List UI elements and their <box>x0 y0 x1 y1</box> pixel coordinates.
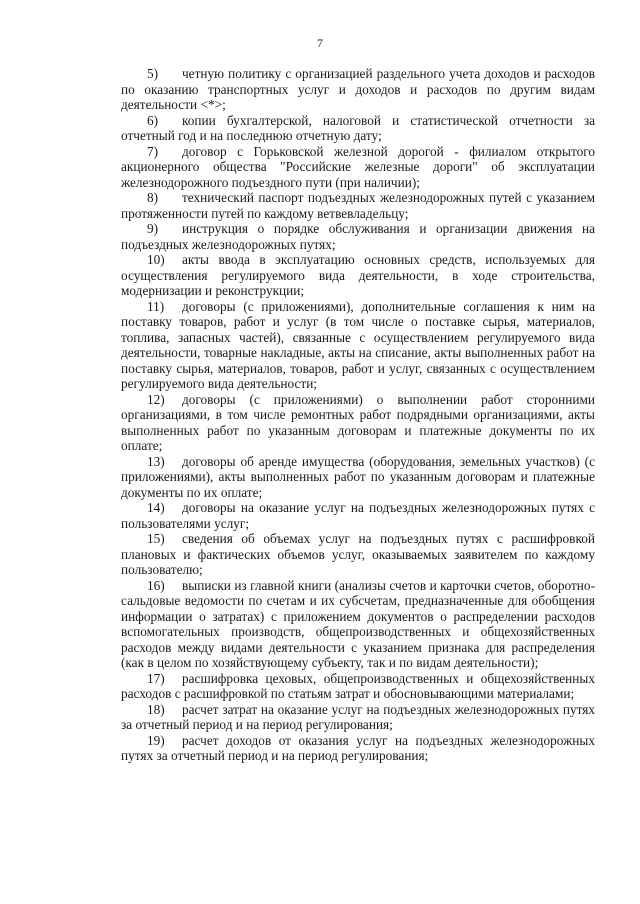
item-number: 12) <box>147 391 165 407</box>
item-number: 10) <box>147 252 165 267</box>
list-item <box>121 578 595 671</box>
item-text: расчет затрат на оказание услуг на подъездных железнодорожных путях за отчетный период и на период регулирования; <box>121 701 595 732</box>
item-number: 11) <box>147 298 165 314</box>
item-number: 16) <box>147 577 165 593</box>
item-number: 5) <box>147 66 159 81</box>
item-number: 8) <box>147 190 159 205</box>
item-text: копии бухгалтерской, налоговой и статистической отчетности за отчетный год и на последнюю отчетную дату; <box>121 112 595 143</box>
item-text: акты ввода в эксплуатацию основных средств, используемых для осуществления регулируемого вида деятельности, в ходе строительства, модернизации и реконструкции; <box>121 252 595 298</box>
item-text: инструкция о порядке обслуживания и организации движения на подъездных железнодорожных путях; <box>121 221 595 252</box>
list-item <box>121 500 595 531</box>
list-item <box>121 531 595 578</box>
list-item <box>121 113 595 144</box>
list-item <box>121 252 595 299</box>
list-item <box>121 299 595 392</box>
item-number: 13) <box>147 453 165 469</box>
list-item <box>121 733 595 764</box>
item-number: 18) <box>147 701 165 717</box>
item-text: договоры (с приложениями) о выполнении работ сторонними организациями, в том числе ремонтных работ подрядными организациями, акты выполненных работ по указанным договорам и платежные документы по их оплате; <box>121 391 595 453</box>
item-text: выписки из главной книги (анализы счетов и карточки счетов, оборотно-сальдовые ведомости по счетам и их субсчетам, предназначенные для обобщения информации о затратах) с приложением документов о распределении расходов вспомогательных производств, общепроизводственных и общехозяйственных расходов между видами деятельности с указанием признака для распределения (как в целом по хозяйствующему субъекту, так и по видам деятельности); <box>121 577 595 670</box>
item-number: 17) <box>147 670 165 686</box>
item-number: 14) <box>147 500 165 515</box>
item-text: технический паспорт подъездных железнодорожных путей с указанием протяженности путей по каждому ветвевладельцу; <box>121 190 595 221</box>
item-text: расшифровка цеховых, общепроизводственных и общехозяйственных расходов с расшифровкой по статьям затрат и обосновывающими материалами; <box>121 670 595 701</box>
item-text: договор с Горьковской железной дорогой - филиалом открытого акционерного общества "Российские железные дороги" об эксплуатации железнодорожного подъездного пути (при наличии); <box>121 143 595 190</box>
list-item <box>121 671 595 702</box>
page-number: 7 <box>317 36 323 50</box>
list-item <box>121 702 595 733</box>
list-item <box>121 221 595 252</box>
item-number: 9) <box>147 221 159 236</box>
list-item <box>121 66 595 113</box>
list-item <box>121 190 595 221</box>
item-text: договоры (с приложениями), дополнительные соглашения к ним на поставку товаров, работ и услуг (в том числе о поставке сырья, материалов, топлива, запасных частей), связанные с осуществлением регулируемого вида деятельности, товарные накладные, акты на списание, акты выполненных работ на поставку сырья, материалов, товаров, работ и услуг, связанных с осуществлением регулируемого вида деятельности; <box>121 298 595 391</box>
item-number: 19) <box>147 732 165 748</box>
list-item <box>121 454 595 501</box>
item-text: сведения об объемах услуг на подъездных путях с расшифровкой плановых и фактических объемов услуг, оказываемых заявителем по каждому пользователю; <box>121 531 595 577</box>
item-text: договоры на оказание услуг на подъездных железнодорожных путях с пользователями услуг; <box>121 500 595 531</box>
item-text: расчет доходов от оказания услуг на подъездных железнодорожных путях за отчетный период и на период регулирования; <box>121 732 595 763</box>
item-number: 7) <box>147 143 159 159</box>
item-number: 15) <box>147 531 165 546</box>
list-item <box>121 144 595 191</box>
item-number: 6) <box>147 112 159 128</box>
item-text: договоры об аренде имущества (оборудования, земельных участков) (с приложениями), акты выполненных работ по указанным договорам и платежные документы по их оплате; <box>121 453 595 500</box>
item-text: четную политику с организацией раздельного учета доходов и расходов по оказанию транспортных услуг и доходов и расходов по другим видам деятельности <*>; <box>121 66 595 112</box>
list-item <box>121 392 595 454</box>
document-body <box>121 66 595 764</box>
